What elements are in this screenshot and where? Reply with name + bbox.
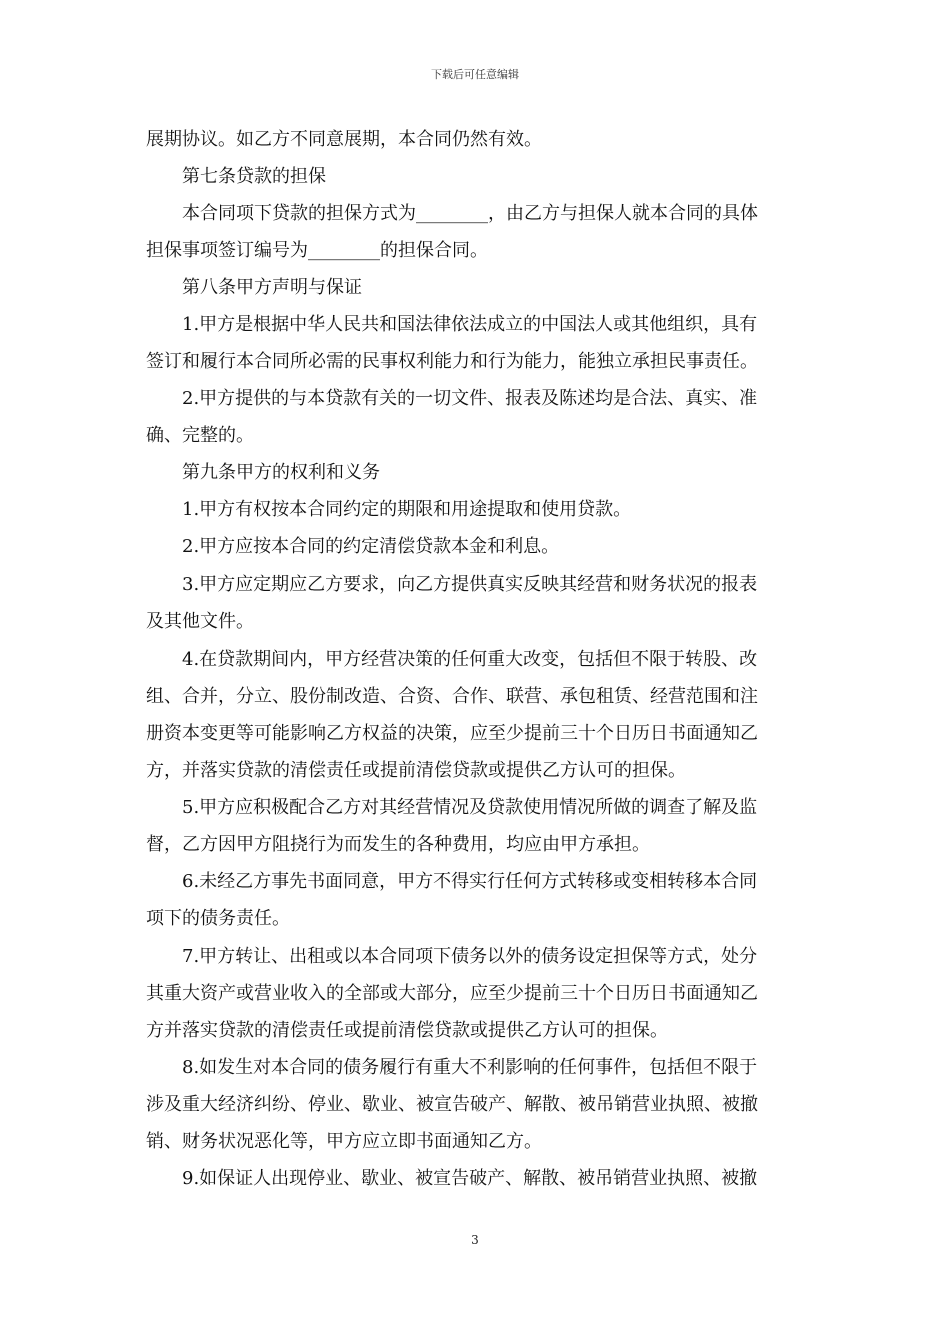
text-line: 确、完整的。	[146, 425, 254, 446]
text-line: 1.甲方是根据中华人民共和国法律依法成立的中国法人或其他组织，具有	[182, 314, 758, 335]
text-line: 8.如发生对本合同的债务履行有重大不利影响的任何事件，包括但不限于	[182, 1057, 758, 1078]
text-line: 担保事项签订编号为________的担保合同。	[146, 240, 488, 261]
page-number: 3	[471, 1233, 479, 1247]
section-heading: 第九条甲方的权利和义务	[182, 462, 380, 483]
text-line: 方，并落实贷款的清偿责任或提前清偿贷款或提供乙方认可的担保。	[146, 760, 686, 781]
text-line: 1.甲方有权按本合同约定的期限和用途提取和使用贷款。	[182, 499, 632, 520]
text-line: 涉及重大经济纠纷、停业、歇业、被宣告破产、解散、被吊销营业执照、被撤	[146, 1094, 758, 1115]
page-header: 下载后可任意编辑	[431, 68, 519, 81]
section-heading: 第七条贷款的担保	[182, 166, 326, 187]
text-line: 9.如保证人出现停业、歇业、被宣告破产、解散、被吊销营业执照、被撤	[182, 1168, 758, 1189]
text-line: 销、财务状况恶化等，甲方应立即书面通知乙方。	[146, 1131, 542, 1152]
text-line: 册资本变更等可能影响乙方权益的决策，应至少提前三十个日历日书面通知乙	[146, 723, 758, 744]
text-line: 组、合并，分立、股份制改造、合资、合作、联营、承包租赁、经营范围和注	[146, 686, 758, 707]
text-line: 签订和履行本合同所必需的民事权利能力和行为能力，能独立承担民事责任。	[146, 351, 758, 372]
text-line: 项下的债务责任。	[146, 908, 290, 929]
text-line: 展期协议。如乙方不同意展期，本合同仍然有效。	[146, 129, 542, 150]
text-line: 6.未经乙方事先书面同意，甲方不得实行任何方式转移或变相转移本合同	[182, 871, 758, 892]
text-line: 4.在贷款期间内，甲方经营决策的任何重大改变，包括但不限于转股、改	[182, 649, 758, 670]
text-line: 方并落实贷款的清偿责任或提前清偿贷款或提供乙方认可的担保。	[146, 1020, 668, 1041]
text-line: 3.甲方应定期应乙方要求，向乙方提供真实反映其经营和财务状况的报表	[182, 574, 758, 595]
text-line: 2.甲方应按本合同的约定清偿贷款本金和利息。	[182, 536, 560, 557]
text-line: 及其他文件。	[146, 611, 254, 632]
text-line: 督，乙方因甲方阻挠行为而发生的各种费用，均应由甲方承担。	[146, 834, 650, 855]
text-line: 2.甲方提供的与本贷款有关的一切文件、报表及陈述均是合法、真实、准	[182, 388, 758, 409]
text-line: 其重大资产或营业收入的全部或大部分，应至少提前三十个日历日书面通知乙	[146, 983, 758, 1004]
text-line: 本合同项下贷款的担保方式为________，由乙方与担保人就本合同的具体	[182, 203, 758, 224]
text-line: 7.甲方转让、出租或以本合同项下债务以外的债务设定担保等方式，处分	[182, 946, 758, 967]
text-line: 5.甲方应积极配合乙方对其经营情况及贷款使用情况所做的调查了解及监	[182, 797, 758, 818]
section-heading: 第八条甲方声明与保证	[182, 277, 362, 298]
